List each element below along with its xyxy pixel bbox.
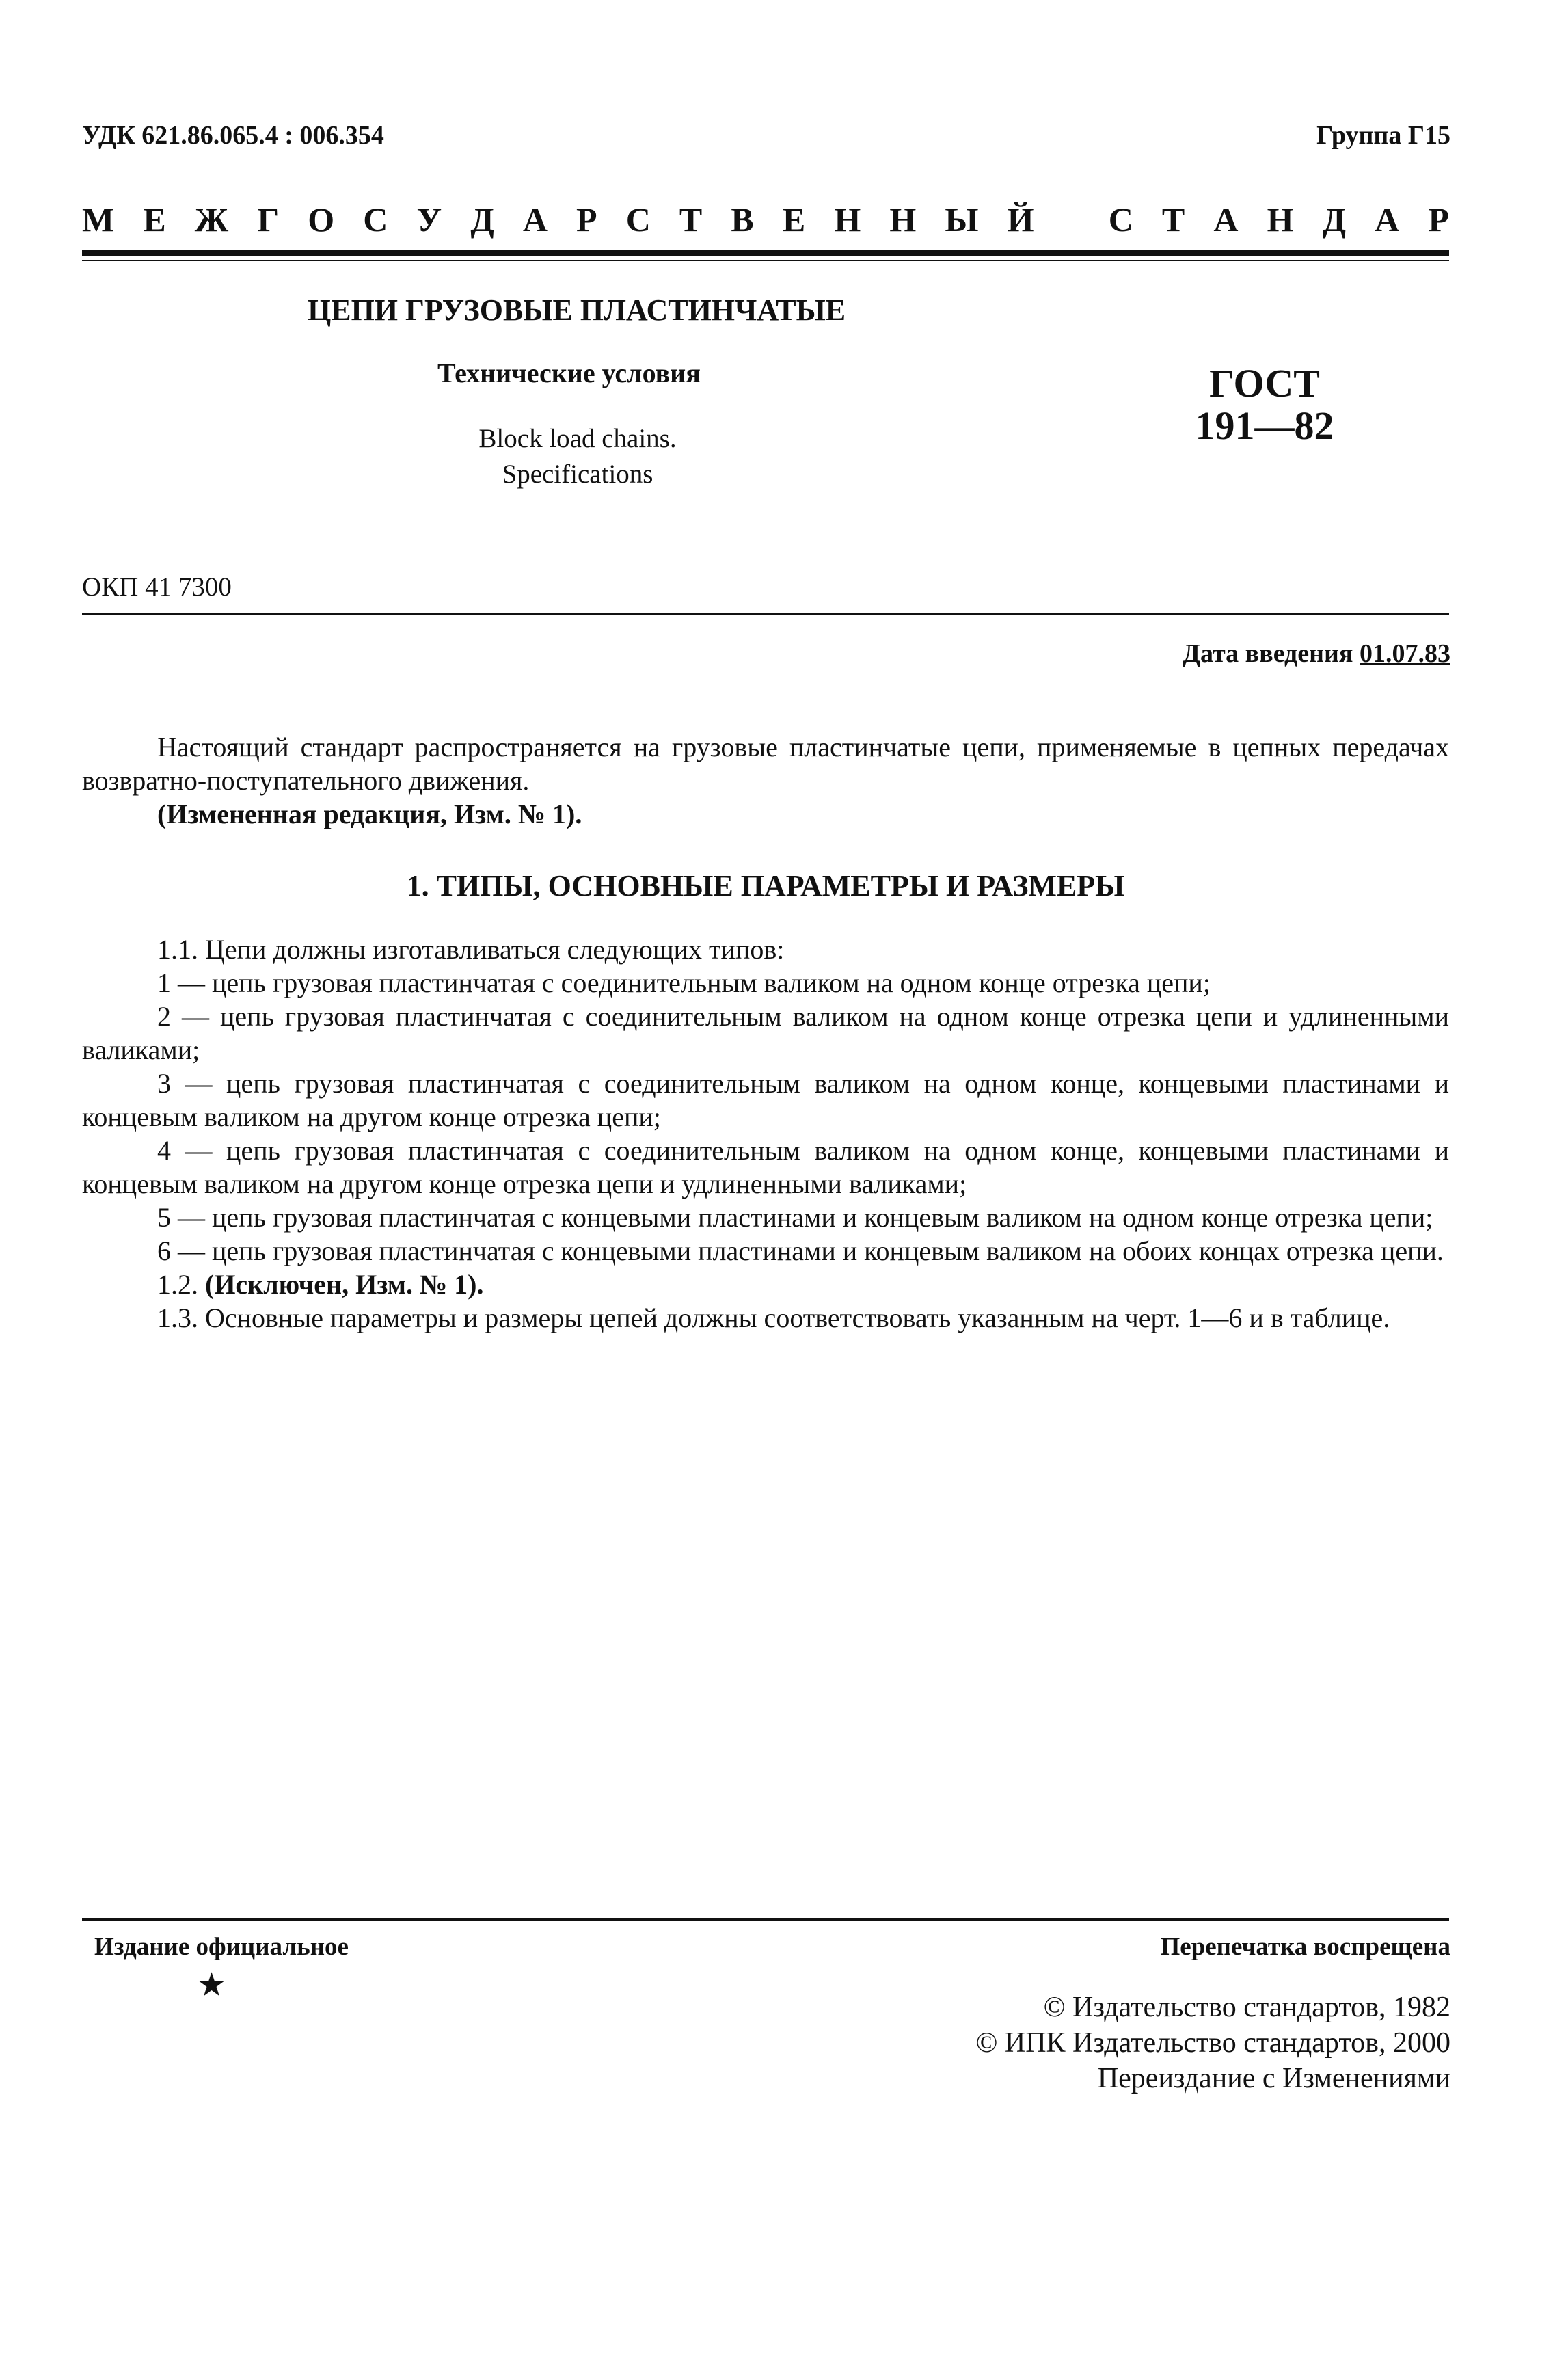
banner-letter: Р (1428, 200, 1449, 239)
banner-letter: С (363, 200, 388, 239)
intro-date-label: Дата введения (1182, 639, 1353, 668)
banner-letter: Й (1007, 200, 1034, 239)
interstate-standard-banner (82, 200, 1449, 239)
english-title (410, 421, 745, 492)
banner-rule-thick (82, 250, 1449, 256)
banner-letter: Е (143, 200, 166, 239)
banner-letter: Ж (194, 200, 229, 239)
banner-letter: А (522, 200, 548, 239)
intro-date-value: 01.07.83 (1360, 639, 1450, 668)
banner-rule-thin (82, 260, 1449, 261)
banner-letter: В (731, 200, 754, 239)
banner-letter: Г (257, 200, 280, 239)
okp-rule (82, 613, 1449, 615)
banner-letter: Ы (945, 200, 979, 239)
banner-letter: Н (1267, 200, 1294, 239)
group-code: Группа Г15 (1316, 121, 1450, 150)
banner-letter: Е (782, 200, 806, 239)
okp-code: ОКП 41 7300 (82, 572, 232, 602)
english-title-line1: Block load chains. (478, 424, 677, 453)
banner-letter: Н (834, 200, 861, 239)
banner-letter: С (1108, 200, 1133, 239)
banner-letter: У (416, 200, 442, 239)
banner-letter: А (1375, 200, 1400, 239)
official-edition: Издание официальное (94, 1933, 349, 1961)
copyright-block (975, 1990, 1450, 2096)
banner-letter: М (82, 200, 115, 239)
banner-space (1063, 200, 1080, 239)
gost-code: 191—82 (1195, 403, 1334, 448)
banner-letter: Р (576, 200, 597, 239)
banner-letter: Д (470, 200, 494, 239)
udk-code: УДК 621.86.065.4 : 006.354 (82, 121, 384, 150)
clause-1-2-number: 1.2. (157, 1269, 198, 1300)
banner-letter: Т (1161, 200, 1185, 239)
reprint-prohibited: Перепечатка воспрещена (1160, 1933, 1450, 1961)
clause-1-3: 1.3. Основные параметры и размеры цепей должны соответствовать указанным на черт. 1—6 и в таблице. (157, 1302, 1390, 1333)
english-title-line2: Specifications (502, 459, 653, 489)
chain-type-item: 2 — цепь грузовая пластинчатая с соединительным валиком на одном конце отрезка цепи и удлиненными валиками; (82, 1001, 1449, 1065)
reissue-note: Переиздание с Изменениями (1097, 2063, 1450, 2094)
clause-1-1: 1.1. Цепи должны изготавливаться следующих типов: (157, 934, 785, 965)
copyright-line: © ИПК Издательство стандартов, 2000 (975, 2027, 1450, 2059)
section-body (82, 933, 1449, 1335)
banner-letter: Д (1322, 200, 1347, 239)
intro-date (1183, 639, 1450, 669)
document-subtitle: Технические условия (437, 358, 701, 388)
chain-type-item: 5 — цепь грузовая пластинчатая с концевыми пластинами и концевым валиком на одном конце отрезка цепи; (157, 1202, 1433, 1233)
chain-type-item: 4 — цепь грузовая пластинчатая с соединительным валиком на одном конце, концевыми пластинами и концевым валиком на другом конце отрезка цепи и удлиненными валиками; (82, 1135, 1449, 1199)
document-title: ЦЕПИ ГРУЗОВЫЕ ПЛАСТИНЧАТЫЕ (308, 293, 846, 327)
footer-rule (82, 1918, 1449, 1921)
banner-letter: Т (679, 200, 703, 239)
star-icon: ★ (197, 1967, 227, 2003)
banner-letter: О (308, 200, 335, 239)
section-heading: 1. ТИПЫ, ОСНОВНЫЕ ПАРАМЕТРЫ И РАЗМЕРЫ (406, 869, 1125, 902)
gost-label: ГОСТ (1209, 361, 1320, 405)
banner-letter: Н (889, 200, 917, 239)
banner-letter: С (625, 200, 651, 239)
intro-text: Настоящий стандарт распространяется на грузовые пластинчатые цепи, применяемые в цепных передачах возвратно-поступательного движения. (82, 732, 1449, 796)
chain-type-item: 3 — цепь грузовая пластинчатая с соединительным валиком на одном конце, концевыми пластинами и концевым валиком на другом конце отрезка цепи; (82, 1068, 1449, 1132)
intro-amendment: (Измененная редакция, Изм. № 1). (157, 799, 582, 829)
banner-letter: А (1213, 200, 1239, 239)
intro-section (82, 730, 1449, 831)
copyright-line: © Издательство стандартов, 1982 (1043, 1992, 1450, 2023)
clause-1-2 (82, 1268, 1449, 1301)
chain-type-item: 6 — цепь грузовая пластинчатая с концевыми пластинами и концевым валиком на обоих концах отрезка цепи. (157, 1235, 1444, 1266)
chain-type-item: 1 — цепь грузовая пластинчатая с соединительным валиком на одном конце отрезка цепи; (157, 967, 1211, 998)
clause-1-2-text: (Исключен, Изм. № 1). (205, 1269, 484, 1300)
gost-number (1162, 362, 1367, 447)
